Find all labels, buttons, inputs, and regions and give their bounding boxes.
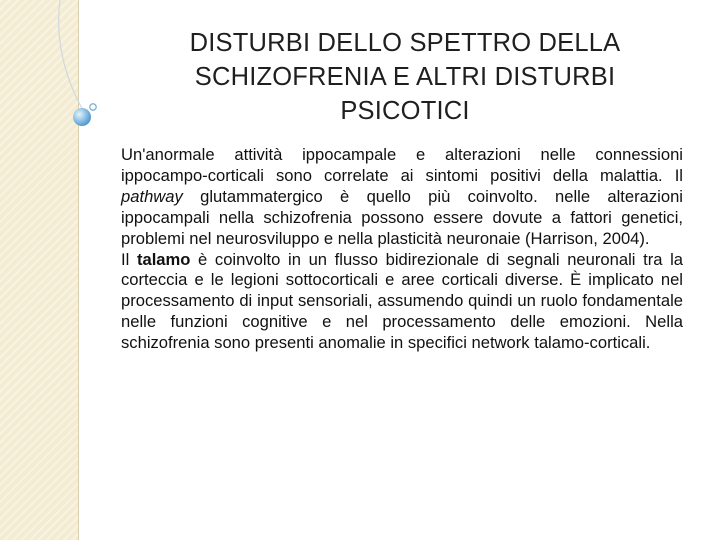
paragraph-1-text-b: glutammatergico è quello più coinvolto. nelle alterazioni ippocampali nella schizofrenia possono essere dovute a fattori genetici, problemi nel neurosviluppo e nella plasticità neuronaie (Harrison, 2004). <box>121 186 683 248</box>
large-bubble <box>73 108 91 126</box>
paragraph-thalamus <box>121 250 683 355</box>
pathway-term: pathway <box>121 186 183 206</box>
paragraph-2-text-b: è coinvolto in un flusso bidirezionale di segnali neuronali tra la corteccia e le legioni sottocorticali e aree corticali diverse. È implicato nel processamento di input sensoriali, assumendo quindi un ruolo fondamentale nelle funzioni cognitive e nel processamento delle emozioni. Nella schizofrenia sono presenti anomalie in specifici network talamo-corticali. <box>121 249 683 353</box>
talamo-term: talamo <box>136 249 191 269</box>
title-line-1: DISTURBI DELLO SPETTRO DELLA <box>189 29 621 57</box>
title-line-3: PSICOTICI <box>340 97 470 125</box>
paragraph-2-text-a: Il <box>121 249 137 269</box>
paragraph-1-text-a: Un'anormale attività ippocampale e alterazioni nelle connessioni ippocampo-corticali sono correlate ai sintomi positivi della malattia. Il <box>121 145 683 185</box>
body-text <box>121 145 683 354</box>
paragraph-hippocampus <box>121 145 683 250</box>
page-title <box>110 26 700 128</box>
decorative-bubbles-icon <box>0 0 110 140</box>
title-line-2: SCHIZOFRENIA E ALTRI DISTURBI <box>194 63 616 91</box>
small-bubble <box>90 104 96 110</box>
